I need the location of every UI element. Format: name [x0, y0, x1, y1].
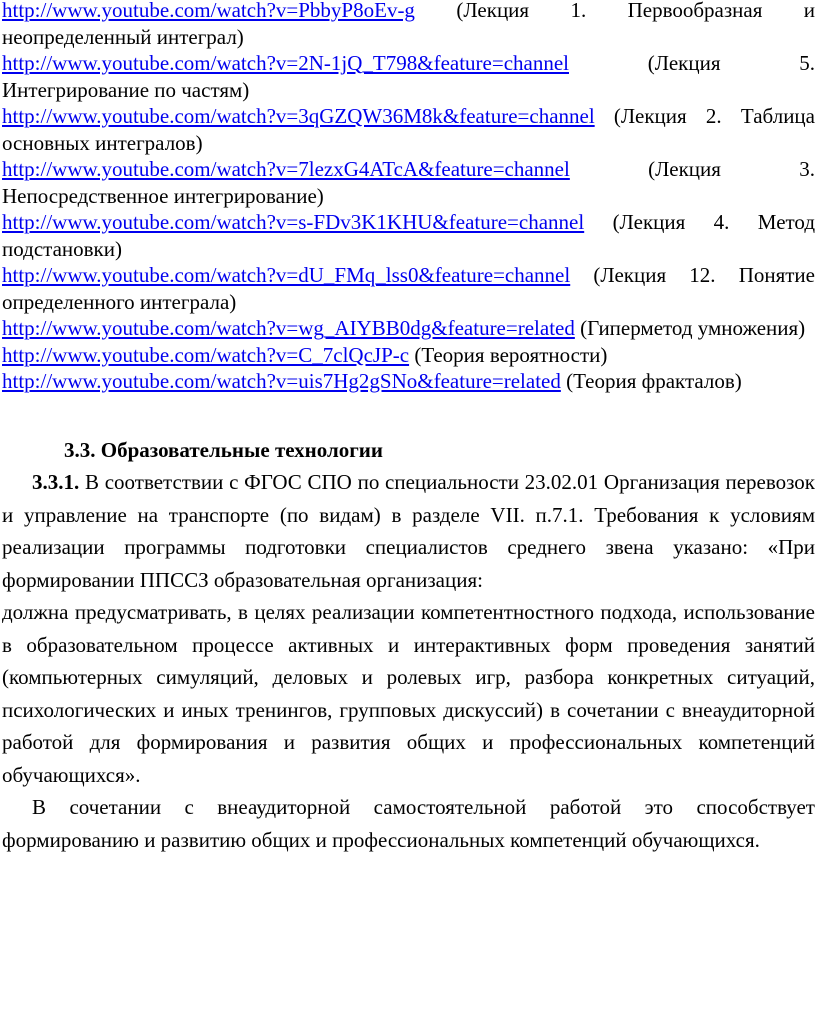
- video-link-6[interactable]: http://www.youtube.com/watch?v=dU_FMq_lss0&feature=channel: [2, 263, 571, 287]
- link-entry-8: [2, 342, 815, 369]
- link-description-4: (Лекция 3. Непосредственное интегрирование): [2, 157, 815, 208]
- link-entry-4: [2, 156, 815, 209]
- link-entry-2: [2, 50, 815, 103]
- link-description-8: (Теория вероятности): [414, 342, 608, 367]
- video-link-1[interactable]: http://www.youtube.com/watch?v=PbbyP8oEv-g: [2, 0, 415, 22]
- link-description-1: (Лекция 1. Первообразная и неопределенный интеграл): [2, 0, 815, 49]
- paragraph-2: должна предусматривать, в целях реализации компетентностного подхода, использование в образовательном процессе активных и интерактивных форм проведения занятий (компьютерных симуляций, деловых и ролевых игр, разбора конкретных ситуаций, психологических и иных тренингов, групповых дискуссий) в сочетании с внеаудиторной работой для формирования и развития общих и профессиональных компетенций обучающихся».: [2, 600, 815, 787]
- link-entry-1: [2, 0, 815, 50]
- link-description-6: (Лекция 12. Понятие определенного интеграла): [2, 263, 815, 314]
- link-description-7: (Гиперметод умножения): [580, 316, 806, 340]
- link-entry-5: [2, 209, 815, 262]
- link-description-9: (Теория фракталов): [566, 369, 742, 393]
- link-description-3: (Лекция 2. Таблица основных интегралов): [2, 104, 815, 155]
- paragraph-1-text: В соответствии с ФГОС СПО по специальности 23.02.01 Организация перевозок и управление на транспорте (по видам) в разделе VII. п.7.1. Требования к условиям реализации программы подготовки специалистов среднего звена указано: «При формировании ППССЗ образовательная организация:: [2, 470, 815, 592]
- paragraph-number: 3.3.1.: [32, 470, 80, 494]
- link-entry-7: [2, 315, 815, 342]
- video-link-9[interactable]: http://www.youtube.com/watch?v=uis7Hg2gSNo&feature=related: [2, 369, 561, 393]
- section-heading: 3.3. Образовательные технологии: [64, 437, 383, 462]
- video-link-7[interactable]: http://www.youtube.com/watch?v=wg_AIYBB0dg&feature=related: [2, 316, 575, 340]
- video-link-4[interactable]: http://www.youtube.com/watch?v=7lezxG4ATcA&feature=channel: [2, 157, 570, 181]
- link-description-5: (Лекция 4. Метод подстановки): [2, 210, 815, 261]
- link-description-2: (Лекция 5. Интегрирование по частям): [2, 51, 815, 102]
- video-link-5[interactable]: http://www.youtube.com/watch?v=s-FDv3K1KHU&feature=channel: [2, 210, 585, 234]
- video-link-3[interactable]: http://www.youtube.com/watch?v=3qGZQW36M8k&feature=channel: [2, 104, 595, 128]
- video-link-8[interactable]: http://www.youtube.com/watch?v=C_7clQcJP-c: [2, 342, 410, 367]
- educational-technologies-section: [2, 434, 815, 857]
- link-entry-6: [2, 262, 815, 315]
- video-links-list: [2, 0, 815, 395]
- link-entry-9: [2, 368, 815, 395]
- video-link-2[interactable]: http://www.youtube.com/watch?v=2N-1jQ_T798&feature=channel: [2, 51, 569, 75]
- link-entry-3: [2, 103, 815, 156]
- paragraph-3-3-1: [2, 466, 815, 596]
- paragraph-3: В сочетании с внеаудиторной самостоятельной работой это способствует формированию и развитию общих и профессиональных компетенций обучающихся.: [2, 795, 815, 852]
